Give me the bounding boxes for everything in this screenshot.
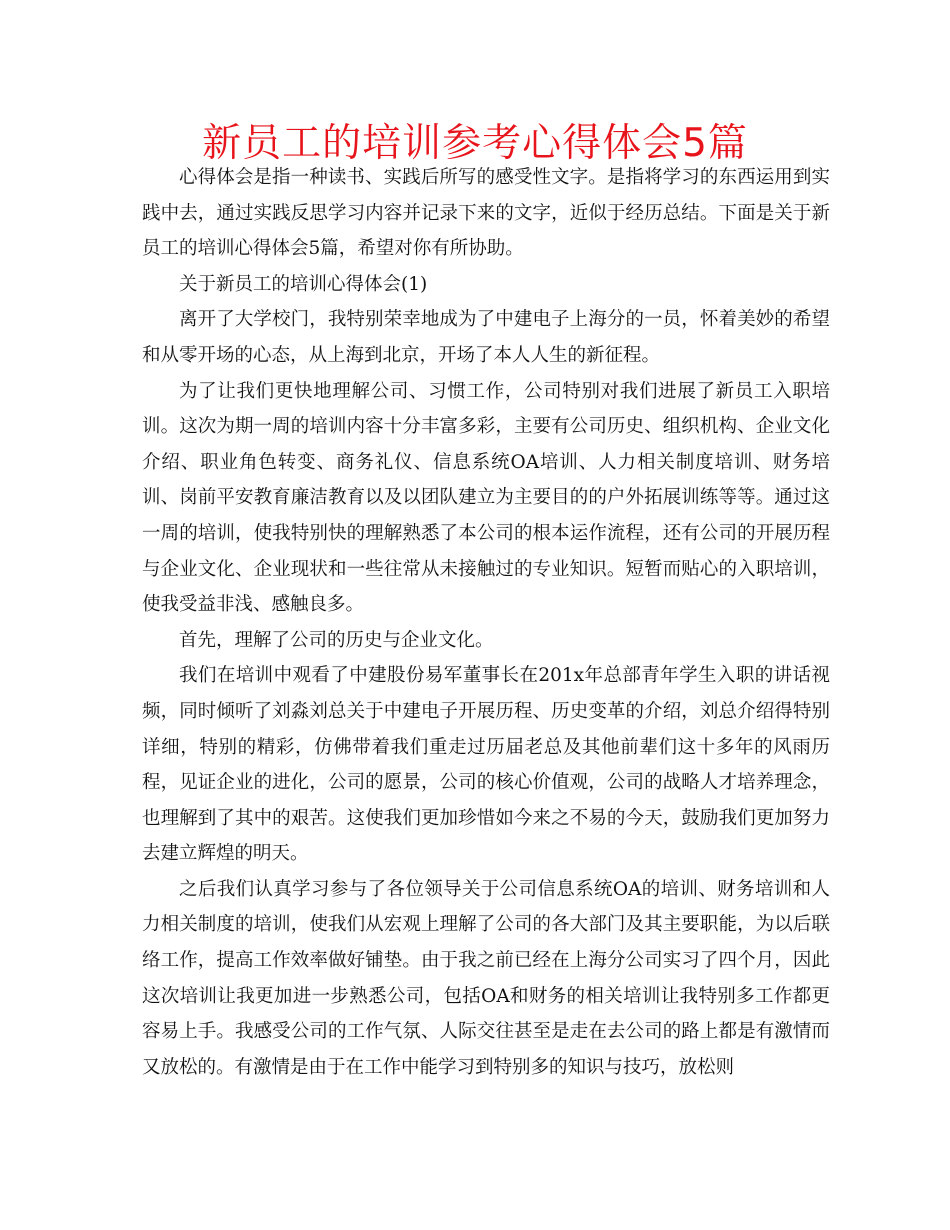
body-paragraph: 我们在培训中观看了中建股份易军董事长在201x年总部青年学生入职的讲话视频，同时倾听了刘淼刘总关于中建电子开展历程、历史变革的介绍，刘总介绍得特别详细，特别的精彩，仿佛带着我们重走过历届老总及其他前辈们这十多年的风雨历程，见证企业的进化，公司的愿景，公司的核心价值观，公司的战略人才培养理念，也理解到了其中的艰苦。这使我们更加珍惜如今来之不易的今天，鼓励我们更加努力去建立辉煌的明天。 [142,665,830,865]
section-heading: 关于新员工的培训心得体会(1) [179,273,428,295]
body-paragraph: 离开了大学校门，我特别荣幸地成为了中建电子上海分的一员，怀着美妙的希望和从零开场的心态，从上海到北京，开场了本人人生的新征程。 [142,309,830,366]
document-title: 新员工的培训参考心得体会5篇 [202,121,748,166]
body-paragraph: 为了让我们更快地理解公司、习惯工作，公司特别对我们进展了新员工入职培训。这次为期一周的培训内容十分丰富多彩，主要有公司历史、组织机构、企业文化介绍、职业角色转变、商务礼仪、信息系统OA培训、人力相关制度培训、财务培训、岗前平安教育廉洁教育以及以团队建立为主要目的的户外拓展训练等等。通过这一周的培训，使我特别快的理解熟悉了本公司的根本运作流程，还有公司的开展历程与企业文化、企业现状和一些往常从未接触过的专业知识。短暂而贴心的入职培训，使我受益非浅、感触良多。 [142,380,830,616]
body-paragraph: 首先，理解了公司的历史与企业文化。 [179,629,494,651]
intro-paragraph: 心得体会是指一种读书、实践后所写的感受性文字。是指将学习的东西运用到实践中去，通过实践反思学习内容并记录下来的文字，近似于经历总结。下面是关于新员工的培训心得体会5篇，希望对你有所协助。 [142,167,830,260]
document-body [142,160,830,1085]
body-paragraph: 之后我们认真学习参与了各位领导关于公司信息系统OA的培训、财务培训和人力相关制度的培训，使我们从宏观上理解了公司的各大部门及其主要职能，为以后联络工作，提高工作效率做好铺垫。由于我之前已经在上海分公司实习了四个月，因此这次培训让我更加进一步熟悉公司，包括OA和财务的相关培训让我特别多工作都更容易上手。我感受公司的工作气氛、人际交往甚至是走在去公司的路上都是有激情而又放松的。有激情是由于在工作中能学习到特别多的知识与技巧，放松则 [142,878,830,1078]
